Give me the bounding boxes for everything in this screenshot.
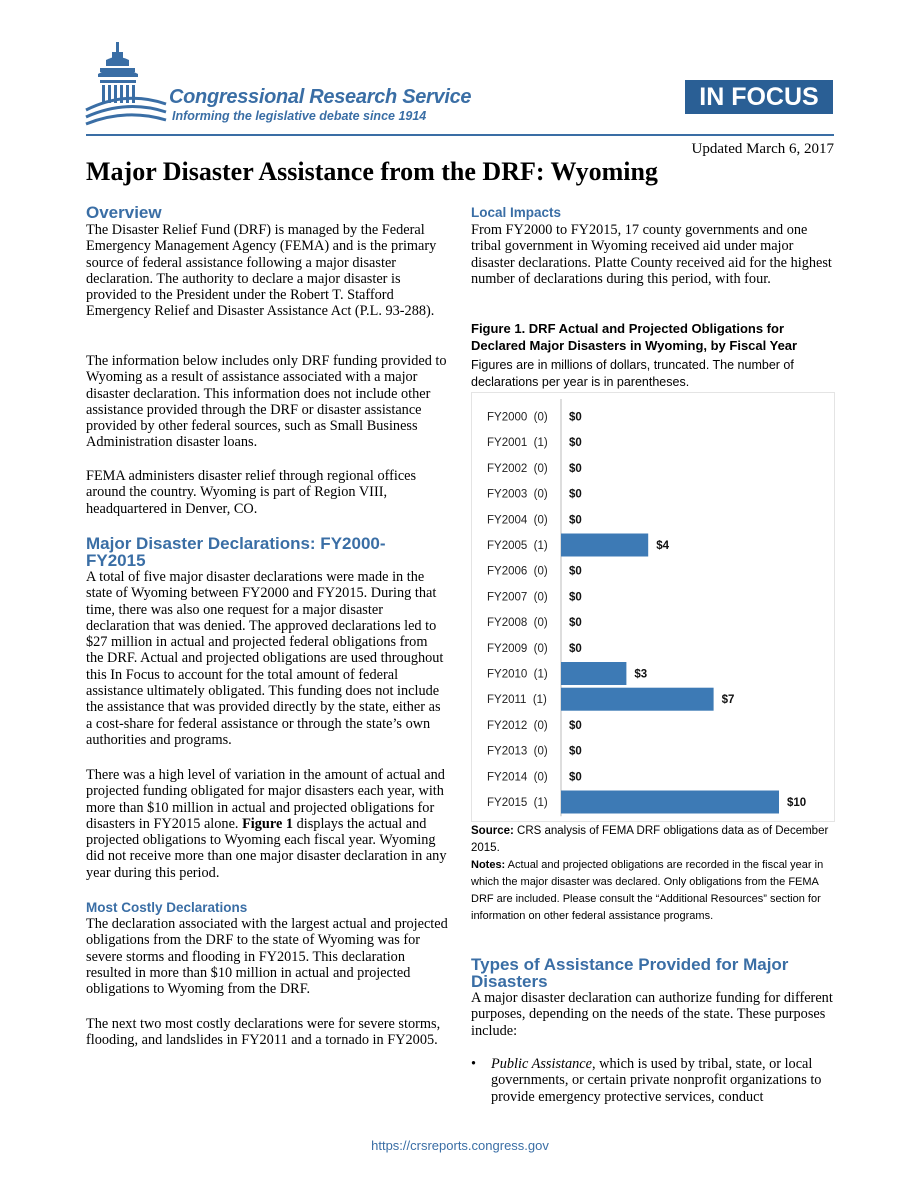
overview-paragraph-2: The information below includes only DRF funding provided to Wyoming as a result of assistance associated with a major disaster declaration. This information does not include other assistance provided through the DRF or disaster assistance provided by other federal sources, such as Small Business Administration disaster loans.	[86, 353, 447, 451]
category-label: FY2012 (0)	[487, 719, 548, 732]
local-impacts-paragraph: From FY2000 to FY2015, 17 county governments and one tribal government in Wyoming received aid under major disaster declarations. Platte County received aid for the highest number of declarations during this period, with four.	[471, 222, 832, 287]
category-label: FY2006 (0)	[487, 565, 548, 578]
updated-date: Updated March 6, 2017	[691, 141, 834, 157]
category-label: FY2013 (0)	[487, 745, 548, 758]
figure-notes: Notes: Actual and projected obligations are recorded in the fiscal year in which the major disaster was declared. Only obligations from the FEMA DRF are included. Please consult the “Additional Resources” section for information on other federal assistance programs.	[471, 859, 824, 922]
category-label: FY2008 (0)	[487, 617, 548, 630]
costly-paragraph-2: The next two most costly declarations were for severe storms, flooding, and landslides in FY2011 and a tornado in FY2005.	[86, 1016, 441, 1049]
chart-svg	[472, 393, 834, 821]
category-label: FY2007 (0)	[487, 591, 548, 604]
value-label: $7	[721, 694, 735, 707]
bar	[561, 534, 648, 557]
bullet-icon: •	[471, 1056, 477, 1072]
value-label: $0	[569, 488, 582, 501]
value-label: $0	[569, 437, 582, 450]
category-label: FY2000 (0)	[487, 411, 548, 424]
bar	[561, 688, 714, 711]
value-label: $10	[787, 797, 807, 809]
org-tagline: Informing the legislative debate since 1914	[172, 109, 427, 123]
overview-paragraph-1: The Disaster Relief Fund (DRF) is managed by the Federal Emergency Management Agency (FEMA) and is the primary source of federal assistance following a major disaster declaration. The authority to declare a major disaster is provided to the President under the Robert T. Stafford Emergency Relief and Disaster Assistance Act (P.L. 93-288).	[86, 222, 437, 320]
value-label: $0	[569, 462, 582, 475]
bar	[561, 662, 626, 685]
figure-source: Source: CRS analysis of FEMA DRF obligations data as of December 2015.	[471, 825, 829, 854]
page-title: Major Disaster Assistance from the DRF: Wyoming	[86, 157, 658, 186]
figure-title: Figure 1. DRF Actual and Projected Obligations for Declared Major Disasters in Wyoming, by Fiscal Year	[471, 321, 798, 353]
value-label: $0	[569, 745, 582, 758]
types-heading: Types of Assistance Provided for Major Disasters	[471, 955, 789, 991]
category-label: FY2010 (1)	[487, 668, 548, 681]
bar	[561, 791, 779, 814]
category-label: FY2002 (0)	[487, 462, 548, 475]
category-label: FY2014 (0)	[487, 771, 548, 784]
category-label: FY2015 (1)	[487, 797, 548, 809]
list-item: • Public Assistance, which is used by tribal, state, or local governments, or certain private nonprofit organizations to provide emergency protective services, conduct	[471, 1056, 822, 1105]
header-rule	[86, 134, 834, 136]
capitol-dome-logo	[84, 40, 170, 130]
declarations-paragraph-1: A total of five major disaster declarations were made in the state of Wyoming between FY2000 and FY2015. During that time, there was also one request for a major disaster declaration that was denied. The approved declarations led to $27 million in actual and projected federal obligations from the DRF. Actual and projected obligations are used throughout this In Focus to account for the total amount of federal assistance ultimately obligated. This funding does not include the assistance that was provided directly by the state, either as a cost-share for federal assistance or through the state’s own authorities and programs.	[86, 569, 444, 748]
costly-heading: Most Costly Declarations	[86, 900, 248, 915]
costly-paragraph-1: The declaration associated with the largest actual and projected obligations from the DRF to the state of Wyoming was for severe storms and flooding in FY2015. This declaration resulted in more than $10 million in actual and projected obligations to Wyoming from the DRF.	[86, 916, 448, 998]
value-label: $0	[569, 771, 582, 784]
value-label: $0	[569, 642, 582, 655]
org-name: Congressional Research Service	[169, 86, 472, 108]
declarations-paragraph-2: There was a high level of variation in the amount of actual and projected funding obligated for major disasters each year, with more than $10 million in actual and projected obligations for disasters in FY2015 alone. Figure 1 displays the actual and projected obligations to Wyoming each fiscal year. Wyoming did not receive more than one major disaster declaration in any year during this period.	[86, 767, 447, 881]
in-focus-badge: IN FOCUS	[685, 80, 833, 114]
footer-url[interactable]: https://crsreports.congress.gov	[371, 1138, 549, 1153]
category-label: FY2004 (0)	[487, 514, 548, 527]
assistance-list	[471, 1056, 835, 1105]
types-paragraph: A major disaster declaration can authorize funding for different purposes, depending on the needs of the state. These purposes include:	[471, 990, 833, 1039]
overview-heading: Overview	[86, 203, 162, 222]
value-label: $4	[656, 540, 669, 552]
local-impacts-heading: Local Impacts	[471, 205, 562, 220]
category-label: FY2009 (0)	[487, 642, 548, 655]
figure-subtitle: Figures are in millions of dollars, truncated. The number of declarations per year is in parentheses.	[471, 358, 794, 389]
category-label: FY2011 (1)	[487, 694, 547, 707]
obligations-chart	[471, 392, 835, 822]
value-label: $0	[569, 719, 582, 732]
category-label: FY2001 (1)	[487, 437, 548, 450]
value-label: $0	[569, 411, 582, 424]
value-label: $3	[634, 668, 648, 681]
category-label: FY2005 (1)	[487, 540, 548, 552]
value-label: $0	[569, 617, 582, 630]
value-label: $0	[569, 565, 582, 578]
value-label: $0	[569, 591, 582, 604]
declarations-heading: Major Disaster Declarations: FY2000-FY2015	[86, 534, 386, 570]
category-label: FY2003 (0)	[487, 488, 548, 501]
value-label: $0	[569, 514, 582, 527]
overview-paragraph-3: FEMA administers disaster relief through regional offices around the country. Wyoming is part of Region VIII, headquartered in Denver, CO.	[86, 468, 417, 517]
